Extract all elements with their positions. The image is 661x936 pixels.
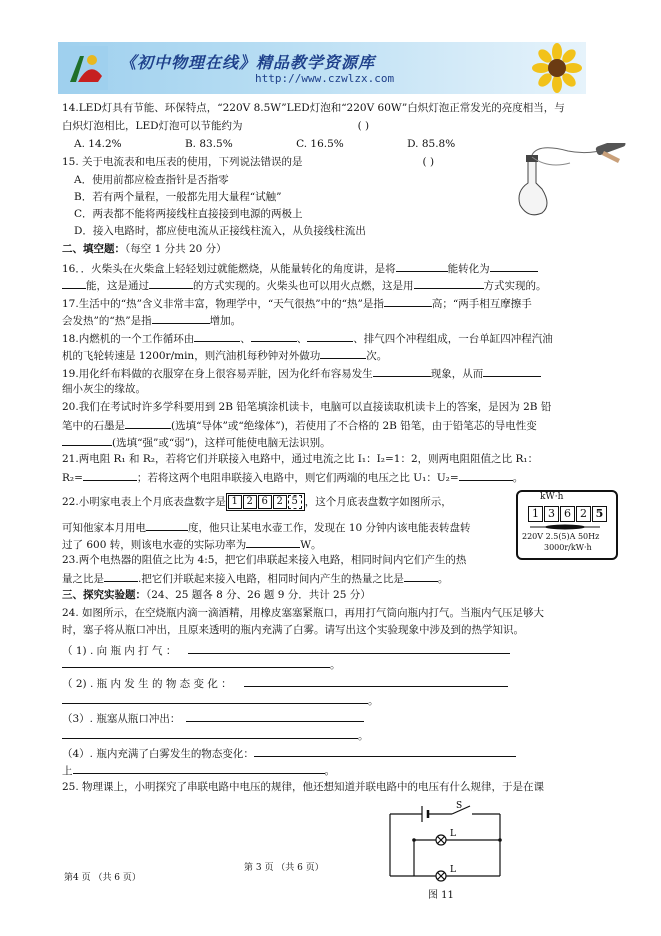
q15-stem: 15. 关于电流表和电压表的使用，下列说法错误的是 ( ) xyxy=(62,156,435,168)
meter-spec: 220V 2.5(5)A 50Hz xyxy=(522,532,600,541)
q22-line2: 可知他家本月用电 度，他只让某电水壶工作，发现在 10 分钟内该电能表转盘转 xyxy=(62,519,471,535)
q24-line1: 24. 如图所示，在空烧瓶内滴一滴酒精，用橡皮塞塞紧瓶口，再用打气筒向瓶内打气。当瓶内气压足够大 xyxy=(62,607,545,619)
blank[interactable] xyxy=(320,347,366,359)
circuit-diagram xyxy=(384,800,508,890)
blank[interactable] xyxy=(251,330,297,342)
q14-option-d: D. 85.8% xyxy=(407,138,456,150)
q14-option-b: B. 83.5% xyxy=(184,138,233,150)
banner-url: http://www.czwlzx.com xyxy=(255,72,395,85)
footer-left: 第4 页 （共 6 页） xyxy=(64,873,141,883)
q25-line1: 25. 物理课上，小明探究了串联电路中电压的规律，他还想知道并联电路中的电压有什么规律，于是在课 xyxy=(62,781,545,793)
blank[interactable] xyxy=(414,277,484,289)
q15-option-b: B．若有两个量程，一般都先用大量程“试触” xyxy=(74,191,282,203)
blank[interactable] xyxy=(194,330,240,342)
logo-icon xyxy=(62,46,108,90)
answer-line[interactable] xyxy=(62,692,368,704)
q14-options xyxy=(74,137,455,151)
blank[interactable] xyxy=(83,469,137,481)
q22-line3: 过了 600 转，则该电水壶的实际功率为 W。 xyxy=(62,536,322,552)
blank[interactable] xyxy=(384,295,432,307)
q17-line1: 17.生活中的“热”含义非常丰富，物理学中，“天气很热”中的“热”是指 高；“两手相互摩擦手 xyxy=(62,295,532,311)
blank[interactable] xyxy=(490,260,538,272)
blank[interactable] xyxy=(307,330,353,342)
q16-line1: 16．．火柴头在火柴盒上轻轻划过就能燃烧，从能量转化的角度讲，是将 能转化为 xyxy=(62,260,538,276)
q16-line2: 能，这是通过 的方式实现的。火柴头也可以用火点燃，这是用 方式实现的。 xyxy=(62,277,547,293)
lamp1-label: L xyxy=(450,829,456,839)
q15-option-d: D．接入电路时，都应使电流从正接线柱流入，从负接线柱流出 xyxy=(74,225,366,237)
blank[interactable] xyxy=(246,536,300,548)
switch-label: S xyxy=(456,801,463,811)
blank[interactable] xyxy=(146,519,188,531)
q14-line2: 白炽灯泡相比，LED灯泡可以节能约为 ( ) xyxy=(62,120,370,132)
q14-option-a: A. 14.2% xyxy=(74,138,122,150)
q18-line2: 机的飞轮转速是 1200r/min，则汽油机每秒钟对外做功 次。 xyxy=(62,347,387,363)
meter-rate: 3000r/kW·h xyxy=(544,543,592,552)
q20-line2: 笔中的石墨是 (选填“导体”或“绝缘体”)，若使用了不合格的 2B 铅笔，由于铅笔芯的导电性变 xyxy=(62,417,537,433)
q24-sub2: （ 2) . 瓶 内 发 生 的 物 态 变 化 ： xyxy=(62,675,508,691)
answer-line[interactable] xyxy=(73,762,325,774)
blank[interactable] xyxy=(104,570,138,582)
q20-line1: 20.我们在考试时许多学科要用到 2B 铅笔填涂机读卡，电脑可以直接读取机读卡上的答案，是因为 2B 铅 xyxy=(62,401,552,413)
q19-line2: 细小灰尘的缘故。 xyxy=(62,383,146,395)
meter-disc-icon xyxy=(528,523,602,531)
q23-line1: 23.两个电热器的阻值之比为 4:5，把它们串联起来接入电路，相同时间内它们产生的热 xyxy=(62,554,467,566)
q24-sub3: （3）. 瓶塞从瓶口冲出： xyxy=(62,710,364,726)
blank[interactable] xyxy=(459,469,513,481)
meter-digits: 1 3 6 2 5 xyxy=(528,506,608,522)
q14-bracket: ( ) xyxy=(357,120,370,132)
answer-line[interactable] xyxy=(254,745,516,757)
q21-line1: 21.两电阻 R₁ 和 R₂，若将它们并联接入电路中，通过电流之比 I₁：I₂=1：2，则两电阻阻值之比 R₁： xyxy=(62,453,539,465)
blank[interactable] xyxy=(373,365,431,377)
q15-bracket: ( ) xyxy=(422,156,435,168)
answer-line[interactable] xyxy=(62,656,330,668)
q21-line2: R₂= ；若将这两个电阻串联接入电路中，则它们两端的电压之比 U₁：U₂= 。 xyxy=(62,469,523,485)
q23-line2: 量之比是 .把它们并联起来接入电路，相同时间内产生的热量之比是 。 xyxy=(62,570,448,586)
q24-sub4-cont: 上 。 xyxy=(62,762,335,778)
q15-option-a: A．使用前都应检查指针是否指零 xyxy=(74,174,229,186)
blank[interactable] xyxy=(62,277,86,289)
blank[interactable] xyxy=(62,434,112,446)
answer-line[interactable] xyxy=(62,727,358,739)
q24-sub1-cont: 。 xyxy=(62,656,341,672)
meter-unit: kW·h xyxy=(540,492,564,502)
last-month-meter-digits: 1 2 6 2 5 xyxy=(226,493,305,511)
q22-line1: 22.小明家电表上个月底表盘数字是 1 2 6 2 5 ，这个月底表盘数字如图所示， xyxy=(62,493,452,511)
q24-sub3-cont: 。 xyxy=(62,727,369,743)
q17-line2: 会发热”的“热”是指 增加。 xyxy=(62,312,241,328)
flask-pump-figure xyxy=(508,143,628,223)
answer-line[interactable] xyxy=(186,710,364,722)
q20-line3: (选填“强”或“弱”)，这样可能使电脑无法识别。 xyxy=(62,434,331,450)
banner-title: 《初中物理在线》精品教学资源库 xyxy=(120,53,376,72)
footer-center: 第 3 页 （共 6 页） xyxy=(244,863,324,873)
figure-caption: 图 11 xyxy=(428,890,454,901)
blank[interactable] xyxy=(404,570,438,582)
blank[interactable] xyxy=(396,260,448,272)
blank[interactable] xyxy=(152,312,210,324)
q24-sub2-cont: 。 xyxy=(62,692,379,708)
q14-option-c: C. 16.5% xyxy=(296,138,344,150)
section3-heading: 三、探究实验题：（24、25 题各 8 分、26 题 9 分．共计 25 分） xyxy=(62,589,371,601)
blank[interactable] xyxy=(483,365,541,377)
q15-option-c: C．两表都不能将两接线柱直接接到电源的两极上 xyxy=(74,208,303,220)
q18-line1: 18.内燃机的一个工作循环由 、 、 、排气四个冲程组成，一台单缸四冲程汽油 xyxy=(62,330,553,346)
q24-sub1: （ 1) . 向 瓶 内 打 气 ： xyxy=(62,642,510,658)
answer-line[interactable] xyxy=(188,642,510,654)
answer-line[interactable] xyxy=(244,675,508,687)
sunflower-icon xyxy=(528,42,586,94)
section2-heading: 二、填空题：（每空 1 分共 20 分） xyxy=(62,243,227,255)
blank[interactable] xyxy=(125,417,171,429)
blank[interactable] xyxy=(149,277,193,289)
q24-sub4: （4）. 瓶内充满了白雾发生的物态变化： xyxy=(62,745,516,761)
q24-line2: 时，塞子将从瓶口冲出，且原来透明的瓶内充满了白雾。请写出这个实验现象中涉及到的热学知识。 xyxy=(62,624,524,636)
lamp2-label: L xyxy=(450,865,456,875)
q14-line1: 14.LED灯具有节能、环保特点，“220V 8.5W”LED灯泡和“220V 60W”白炽灯泡正常发光的亮度相当，与 xyxy=(62,102,565,114)
q19-line1: 19.用化纤布料做的衣服穿在身上很容易弄脏，因为化纤布容易发生 现象，从而 xyxy=(62,365,541,381)
